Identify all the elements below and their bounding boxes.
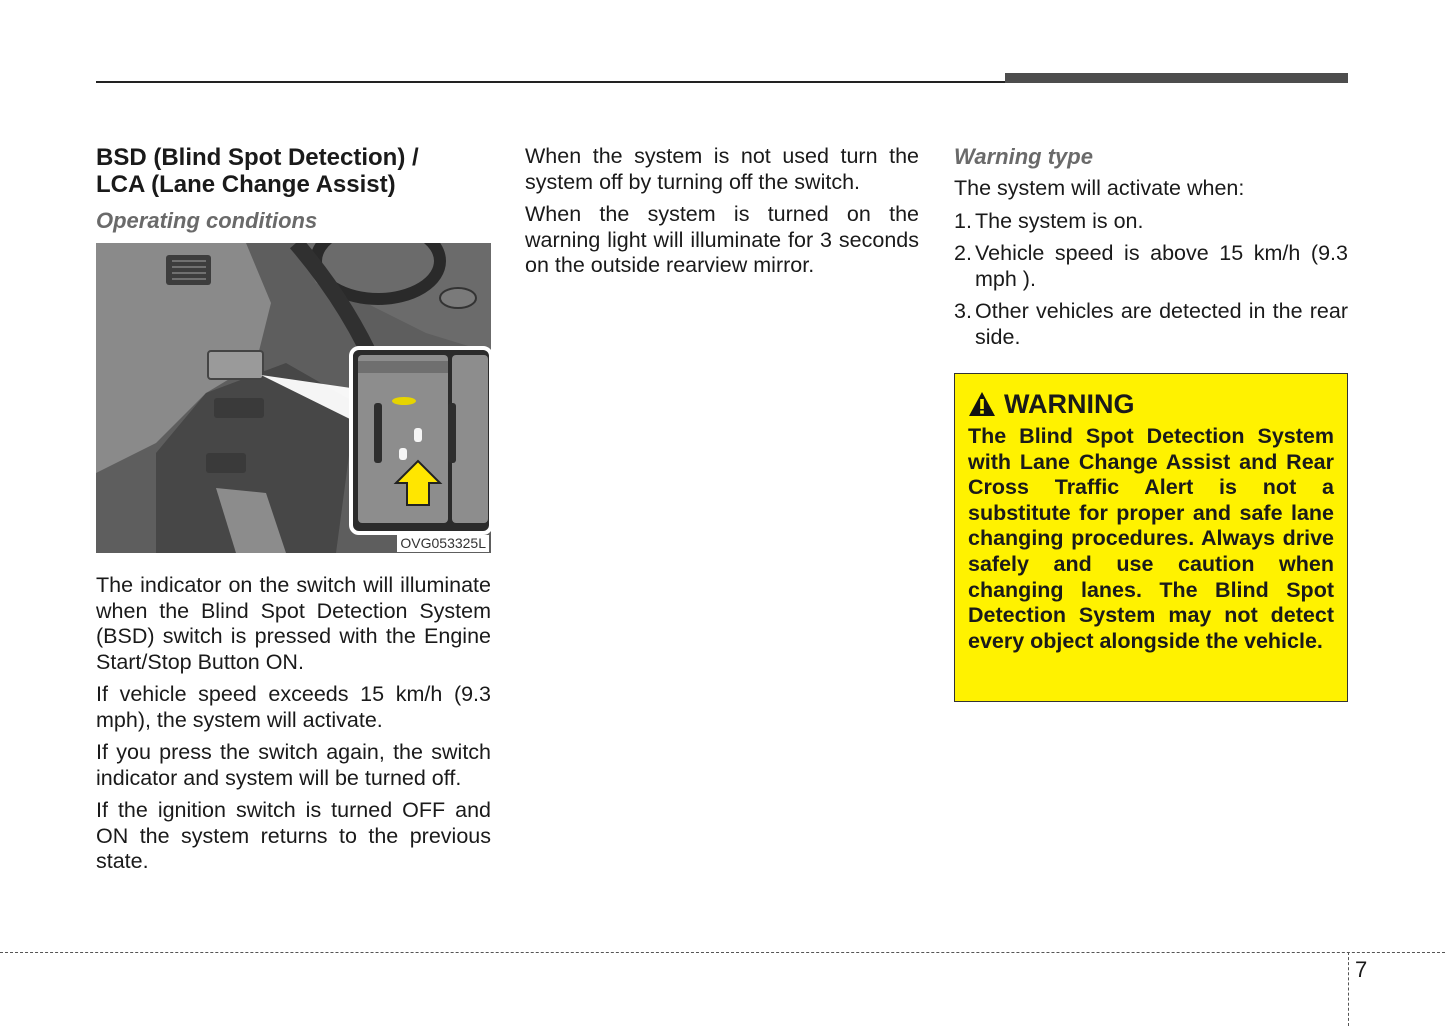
warning-heading — [968, 388, 1334, 420]
list-item — [954, 299, 1348, 350]
column-right — [954, 144, 1348, 357]
paragraph: If vehicle speed exceeds 15 km/h (9.3 mph), the system will activate. — [96, 682, 491, 732]
list-intro: The system will activate when: — [954, 176, 1245, 200]
warning-triangle-icon — [968, 391, 996, 417]
list-number: 2. — [954, 241, 972, 265]
dashboard-illustration — [96, 243, 491, 553]
footer-separator — [1348, 952, 1349, 1026]
list-item — [954, 209, 1348, 235]
list-item — [954, 241, 1348, 292]
warning-type-subhead: Warning type — [954, 144, 1093, 169]
list-text: The system is on. — [975, 208, 1144, 233]
paragraph: If the ignition switch is turned OFF and ON the system returns to the previous state. — [96, 798, 491, 873]
list-text: Other vehicles are detected in the rear side. — [975, 299, 1348, 349]
warning-box — [954, 373, 1348, 702]
operating-conditions-subhead: Operating conditions — [96, 208, 318, 233]
footer-rule — [0, 952, 1445, 953]
header-tab-bar — [1005, 73, 1348, 83]
bsd-switch-figure — [96, 243, 491, 553]
warning-heading-label: WARNING — [1004, 389, 1135, 419]
section-title-line2: LCA (Lane Change Assist) — [96, 171, 396, 198]
paragraph: When the system is turned on the warning light will illuminate for 3 seconds on the outside rearview mirror. — [525, 202, 919, 277]
column-left — [96, 144, 491, 882]
column-middle — [525, 144, 919, 286]
section-title — [96, 144, 491, 198]
paragraph: The indicator on the switch will illuminate when the Blind Spot Detection System (BSD) switch is pressed with the Engine Start/Stop Button ON. — [96, 573, 491, 674]
paragraph: When the system is not used turn the system off by turning off the switch. — [525, 144, 919, 194]
section-title-line1: BSD (Blind Spot Detection) / — [96, 144, 419, 171]
warning-text: The Blind Spot Detection System with Lane Change Assist and Rear Cross Traffic Alert is not a substitute for proper and safe lane changing procedures. Always drive safely and use caution when changing lanes. The Blind Spot Detection System may not detect every object alongside the vehicle. — [968, 424, 1334, 653]
list-number: 3. — [954, 299, 972, 323]
paragraph: If you press the switch again, the switch indicator and system will be turned off. — [96, 740, 491, 790]
figure-code: OVG053325L — [397, 535, 489, 552]
list-text: Vehicle speed is above 15 km/h (9.3 mph ). — [975, 241, 1348, 291]
page-number: 7 — [1355, 957, 1368, 982]
header-rule — [96, 81, 1006, 83]
list-number: 1. — [954, 208, 972, 233]
